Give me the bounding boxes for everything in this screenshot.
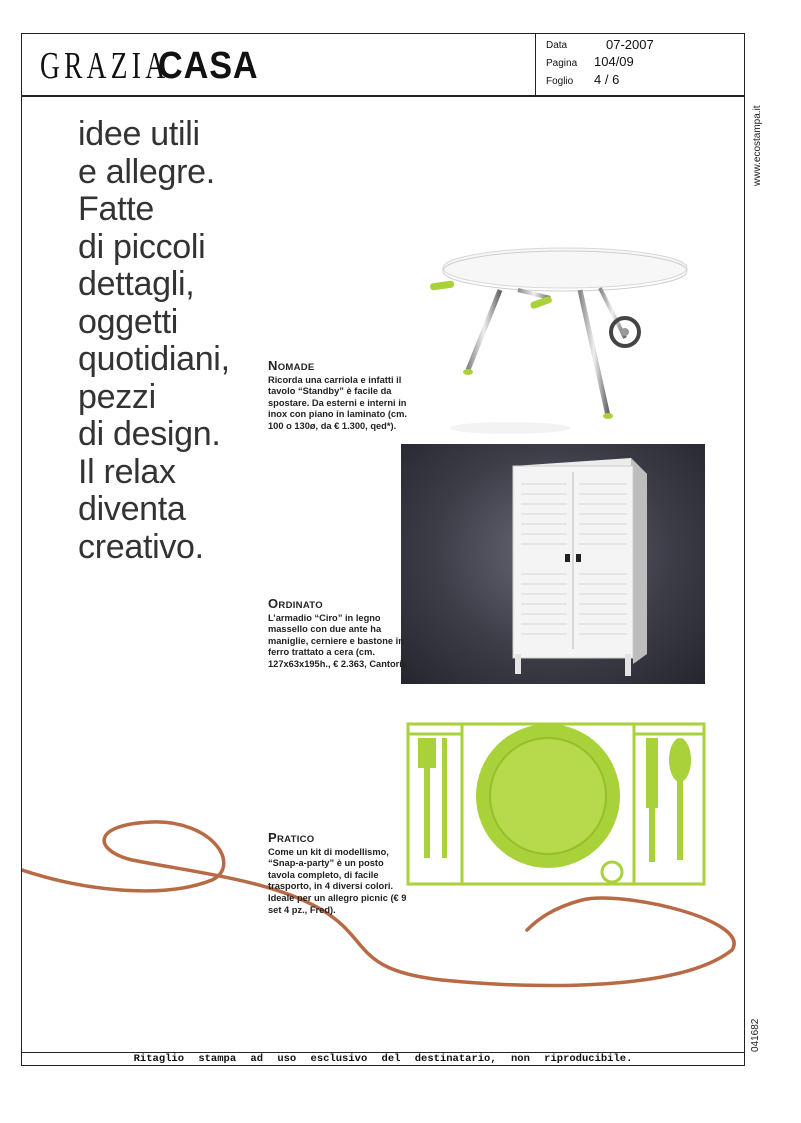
caption-title — [268, 598, 408, 612]
meta-value-foglio: 4 / 6 — [594, 72, 620, 87]
logo-grazia: GRAZIA — [40, 45, 170, 87]
website-vertical: www.ecostampa.it — [752, 105, 763, 186]
masthead-box — [21, 33, 536, 96]
caption-text: L’armadio “Ciro” in legno massello con due ante ha maniglie, cerniere e bastone in ferro trattato a cera (cm. 127x63x195h., € 2.363, Cantori). — [268, 612, 408, 669]
headline-line: quotidiani, — [78, 340, 230, 378]
meta-label-foglio: Foglio — [546, 76, 574, 87]
headline-line: e allegre. — [78, 152, 215, 191]
headline-line: dettagli, — [78, 265, 195, 303]
meta-label-pagina: Pagina — [546, 58, 578, 69]
headline-line: Fatte — [78, 190, 154, 228]
caption-title-initial: N — [268, 358, 278, 373]
magazine-logo — [40, 46, 270, 86]
headline-line: idee utili — [78, 115, 200, 153]
caption-title — [268, 360, 408, 374]
caption-nomade — [268, 360, 408, 433]
meta-value-data: 07-2007 — [606, 37, 654, 52]
logo-casa: CASA — [158, 45, 259, 87]
footer-disclaimer: Ritaglio stampa ad uso esclusivo del destinatario, non riproducibile. — [21, 1052, 745, 1066]
caption-ordinato — [268, 598, 408, 671]
headline-line: oggetti — [78, 302, 178, 341]
caption-title-rest: RDINATO — [278, 600, 323, 611]
meta-box — [536, 33, 745, 96]
caption-text: Come un kit di modellismo, “Snap-a-party” è un posto tavola completo, di facile trasporto, in 4 diversi colori. Ideale per un allegro picnic (€ 9 set 4 pz., Fred). — [268, 846, 407, 915]
headline-line: creativo. — [78, 527, 204, 566]
code-vertical: 041682 — [750, 1018, 761, 1052]
caption-title-rest: RATICO — [276, 834, 315, 845]
cabinet-illustration — [401, 444, 705, 684]
meta-label-data: Data — [546, 40, 568, 51]
headline — [78, 116, 230, 566]
headline-line: di piccoli — [78, 227, 206, 266]
caption-title-initial: O — [268, 596, 279, 611]
cabinet-photo — [401, 444, 705, 684]
caption-text: Ricorda una carriola e infatti il tavolo “Standby” è facile da spostare. Da esterni e interni in inox con piano in laminato (cm. 100 o 130ø, da € 1.300, qed*). — [268, 374, 407, 431]
headline-line: diventa — [78, 490, 186, 528]
headline-line: Il relax — [78, 452, 176, 491]
table-photo — [410, 238, 700, 438]
caption-title-rest: OMADE — [277, 362, 315, 373]
caption-pratico — [268, 832, 408, 916]
headline-line: pezzi — [78, 377, 156, 416]
headline-line: di design. — [78, 415, 221, 453]
caption-title-initial: P — [268, 830, 277, 845]
caption-title — [268, 832, 408, 846]
meta-value-pagina: 104/09 — [594, 54, 634, 69]
